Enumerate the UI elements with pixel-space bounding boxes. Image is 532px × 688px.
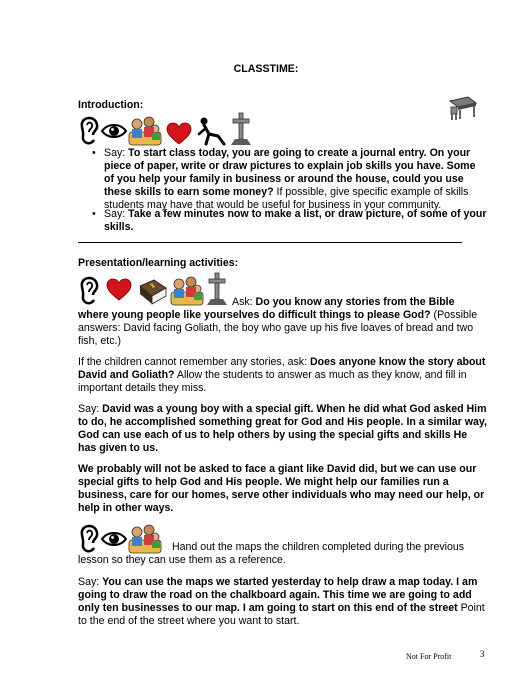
- bullet-dot: •: [92, 208, 96, 220]
- p2-bold-text: Does anyone know the story about David and Goliath?: [78, 356, 486, 381]
- children-group-icon: [128, 114, 162, 146]
- presentation-ask-paragraph: [78, 296, 488, 348]
- person-kneeling-icon: [196, 116, 226, 146]
- say-label: Say:: [78, 576, 103, 588]
- presentation-heading: Presentation/learning activities:: [78, 257, 239, 269]
- say-label: Say:: [104, 147, 129, 159]
- presentation-paragraph-4: [78, 463, 488, 515]
- p4-bold-text: We probably will not be asked to face a giant like David did, but we can use our special gifts to help God and His people. We might help our families run a business, care for our homes, serve other individuals who may need our help, or help in other ways.: [78, 463, 485, 514]
- intro-bullet-1: [92, 147, 488, 212]
- say-label: Say:: [78, 403, 103, 415]
- eye-icon: [100, 122, 128, 140]
- handout-paragraph: Hand out the maps the children completed during the previous lesson so they can use them as a reference.: [78, 541, 465, 566]
- p2-lead: If the children cannot remember any stories, ask:: [78, 356, 310, 368]
- p6-note: Point to the end of the street where you want to start.: [78, 602, 485, 627]
- intro-icon-row: [78, 112, 252, 146]
- page-title: CLASSTIME:: [233, 63, 299, 75]
- presentation-paragraph-6: [78, 576, 488, 628]
- bullet-dot: •: [92, 147, 96, 159]
- say-label: Say:: [104, 208, 129, 220]
- footer-note: Not For Profit: [406, 652, 452, 661]
- intro-heading: Introduction:: [78, 99, 144, 111]
- intro-bullet-2: [92, 208, 488, 234]
- p6-bold-text: You can use the maps we started yesterday to help draw a map today. I am going to draw the road on the chalkboard again. This time we are going to add only ten businesses to our map. I am going to start on this end of the street: [78, 576, 478, 614]
- say-note: If possible, give specific example of skills students may have that would be useful for business in your community.: [104, 186, 469, 211]
- section-divider: [78, 242, 462, 243]
- presentation-paragraph-3: [78, 403, 488, 455]
- page-number: 3: [480, 649, 485, 659]
- p2-note: Allow the students to answer as much as they know, and fill in important details they miss.: [78, 369, 467, 394]
- heart-icon: [166, 122, 192, 146]
- ask-note: (Possible answers: David facing Goliath, the boy who gave up his five loaves of bread and two fish, etc.): [78, 309, 478, 347]
- ask-bold-text: Do you know any stories from the Bible where young people like yourselves do difficult things to please God?: [78, 296, 455, 321]
- presentation-paragraph-2: [78, 356, 488, 395]
- cross-icon: [230, 112, 252, 146]
- say-bold-text: To start class today, you are going to create a journal entry. On your piece of paper, write or draw pictures to explain job skills you have. Some of you help your family in business or around the house, could you use these skills to earn some money?: [104, 147, 476, 198]
- p3-bold-text: David was a young boy with a special gift. When he did what God asked Him to do, he accomplished something great for God and His people. In a similar way, God can use each of us to help others by using the special gifts and skills He has given to us.: [78, 403, 487, 454]
- say-bold-text: Take a few minutes now to make a list, or draw picture, of some of your skills.: [104, 208, 487, 233]
- ask-label: Ask:: [232, 296, 256, 308]
- ear-icon: [78, 116, 100, 146]
